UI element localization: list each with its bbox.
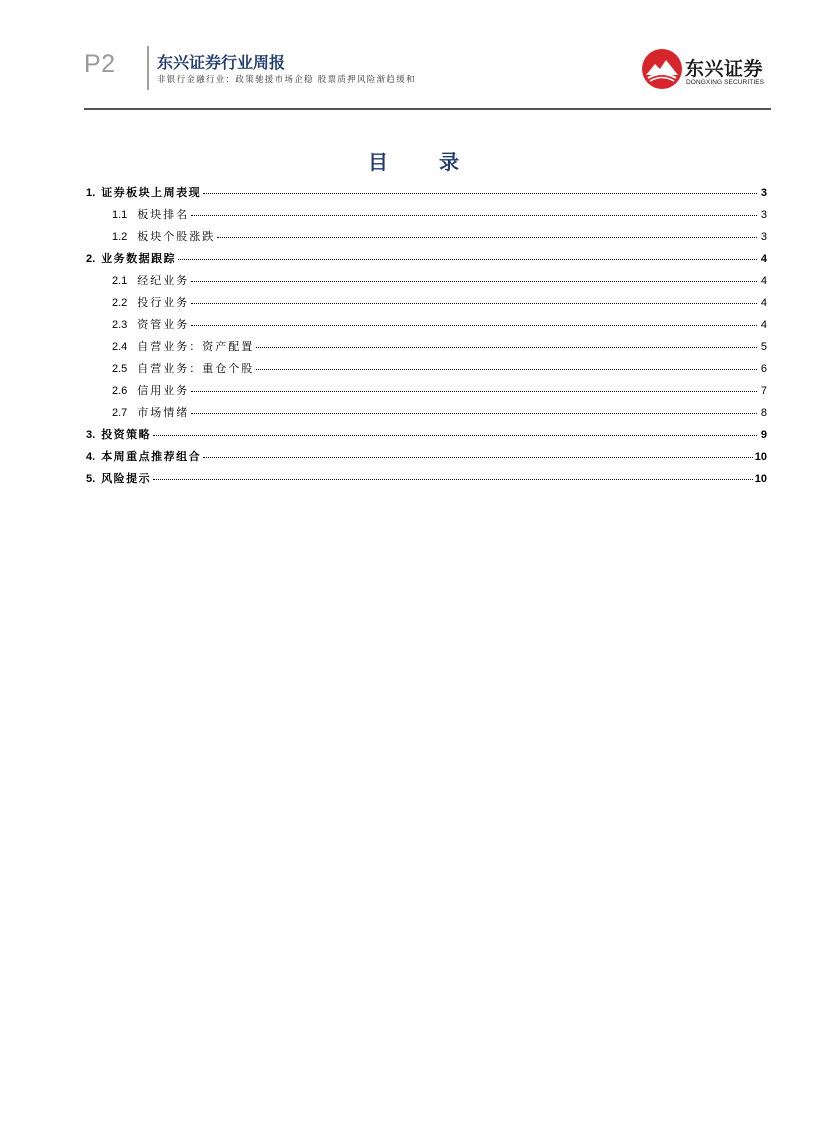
toc-entry[interactable] — [86, 206, 767, 228]
toc-entry-number: 2.7 — [112, 407, 128, 419]
report-title: 东兴证券行业周报 — [157, 53, 286, 72]
toc-entry[interactable] — [86, 272, 767, 294]
toc-entry-label: 板块排名 — [137, 208, 190, 221]
logo-subtext: DONGXING SECURITIES — [686, 79, 765, 86]
toc-entry-page: 3 — [760, 187, 767, 199]
toc-entry-label: 板块个股涨跌 — [137, 230, 216, 243]
toc-entry-page: 4 — [760, 253, 767, 265]
toc-leader-dots — [256, 347, 757, 348]
toc-leader-dots — [217, 237, 757, 238]
toc-entry-page: 8 — [760, 407, 767, 419]
toc-entry-page: 6 — [760, 363, 767, 375]
toc-entry[interactable] — [86, 250, 767, 272]
toc-entry-number: 1.2 — [112, 231, 128, 243]
toc-entry-label: 资管业务 — [137, 318, 190, 331]
header-rule — [84, 108, 771, 110]
toc-entry-number: 3. — [86, 429, 96, 441]
toc-entry[interactable] — [86, 382, 767, 404]
toc-leader-dots — [191, 215, 757, 216]
toc-entry-number: 2.6 — [112, 385, 128, 397]
toc-entry-number: 2.1 — [112, 275, 128, 287]
toc-entry-number: 2.4 — [112, 341, 128, 353]
toc-entry[interactable] — [86, 426, 767, 448]
toc-entry[interactable] — [86, 470, 767, 492]
toc-entry[interactable] — [86, 448, 767, 470]
page-header — [0, 0, 827, 110]
toc-entry-label: 风险提示 — [101, 472, 152, 485]
toc-entry[interactable] — [86, 316, 767, 338]
logo-emblem-icon — [641, 48, 683, 90]
toc-leader-dots — [191, 391, 757, 392]
toc-entry-label: 业务数据跟踪 — [101, 252, 177, 265]
toc-leader-dots — [191, 413, 757, 414]
toc-entry-page: 10 — [754, 451, 767, 463]
toc-entry-number: 2.5 — [112, 363, 128, 375]
toc-leader-dots — [153, 435, 757, 436]
toc-entry-page: 7 — [760, 385, 767, 397]
toc-entry-label: 证券板块上周表现 — [101, 186, 202, 199]
header-divider — [147, 46, 149, 90]
toc-entry-number: 4. — [86, 451, 96, 463]
toc-leader-dots — [256, 369, 757, 370]
toc-leader-dots — [191, 325, 757, 326]
page-number: P2 — [84, 50, 116, 78]
toc-entry[interactable] — [86, 228, 767, 250]
toc-entry-number: 2. — [86, 253, 96, 265]
report-subtitle: 非银行金融行业：政策驰援市场企稳 股票质押风险渐趋缓和 — [157, 75, 416, 85]
toc-entry-label: 投资策略 — [101, 428, 152, 441]
toc-entry[interactable] — [86, 338, 767, 360]
toc-leader-dots — [203, 457, 753, 458]
toc-entry-number: 2.2 — [112, 297, 128, 309]
toc-entry-label: 信用业务 — [137, 384, 190, 397]
toc-entry-page: 3 — [760, 231, 767, 243]
toc-entry[interactable] — [86, 404, 767, 426]
toc-entry[interactable] — [86, 184, 767, 206]
toc-leader-dots — [178, 259, 757, 260]
toc-entry-page: 4 — [760, 297, 767, 309]
toc-entry-label: 投行业务 — [137, 296, 190, 309]
toc-leader-dots — [203, 193, 757, 194]
toc-leader-dots — [153, 479, 753, 480]
toc-entry-label: 市场情绪 — [137, 406, 190, 419]
toc-entry-page: 4 — [760, 275, 767, 287]
toc-entry-number: 5. — [86, 473, 96, 485]
toc-entry[interactable] — [86, 294, 767, 316]
company-logo — [641, 48, 771, 90]
toc-entry-page: 3 — [760, 209, 767, 221]
toc-entry-label: 自营业务：重仓个股 — [137, 362, 255, 375]
toc-entry-number: 2.3 — [112, 319, 128, 331]
toc-leader-dots — [191, 303, 757, 304]
toc-entry-label: 自营业务：资产配置 — [137, 340, 255, 353]
toc-entry-page: 10 — [754, 473, 767, 485]
toc-entry-page: 5 — [760, 341, 767, 353]
logo-text: 东兴证券 — [685, 58, 764, 80]
toc-leader-dots — [191, 281, 757, 282]
toc-entry-page: 4 — [760, 319, 767, 331]
table-of-contents — [86, 184, 767, 492]
toc-entry[interactable] — [86, 360, 767, 382]
toc-entry-number: 1.1 — [112, 209, 128, 221]
toc-title: 目 录 — [368, 150, 481, 174]
toc-entry-label: 本周重点推荐组合 — [101, 450, 202, 463]
toc-entry-number: 1. — [86, 187, 96, 199]
toc-entry-label: 经纪业务 — [137, 274, 190, 287]
toc-entry-page: 9 — [760, 429, 767, 441]
